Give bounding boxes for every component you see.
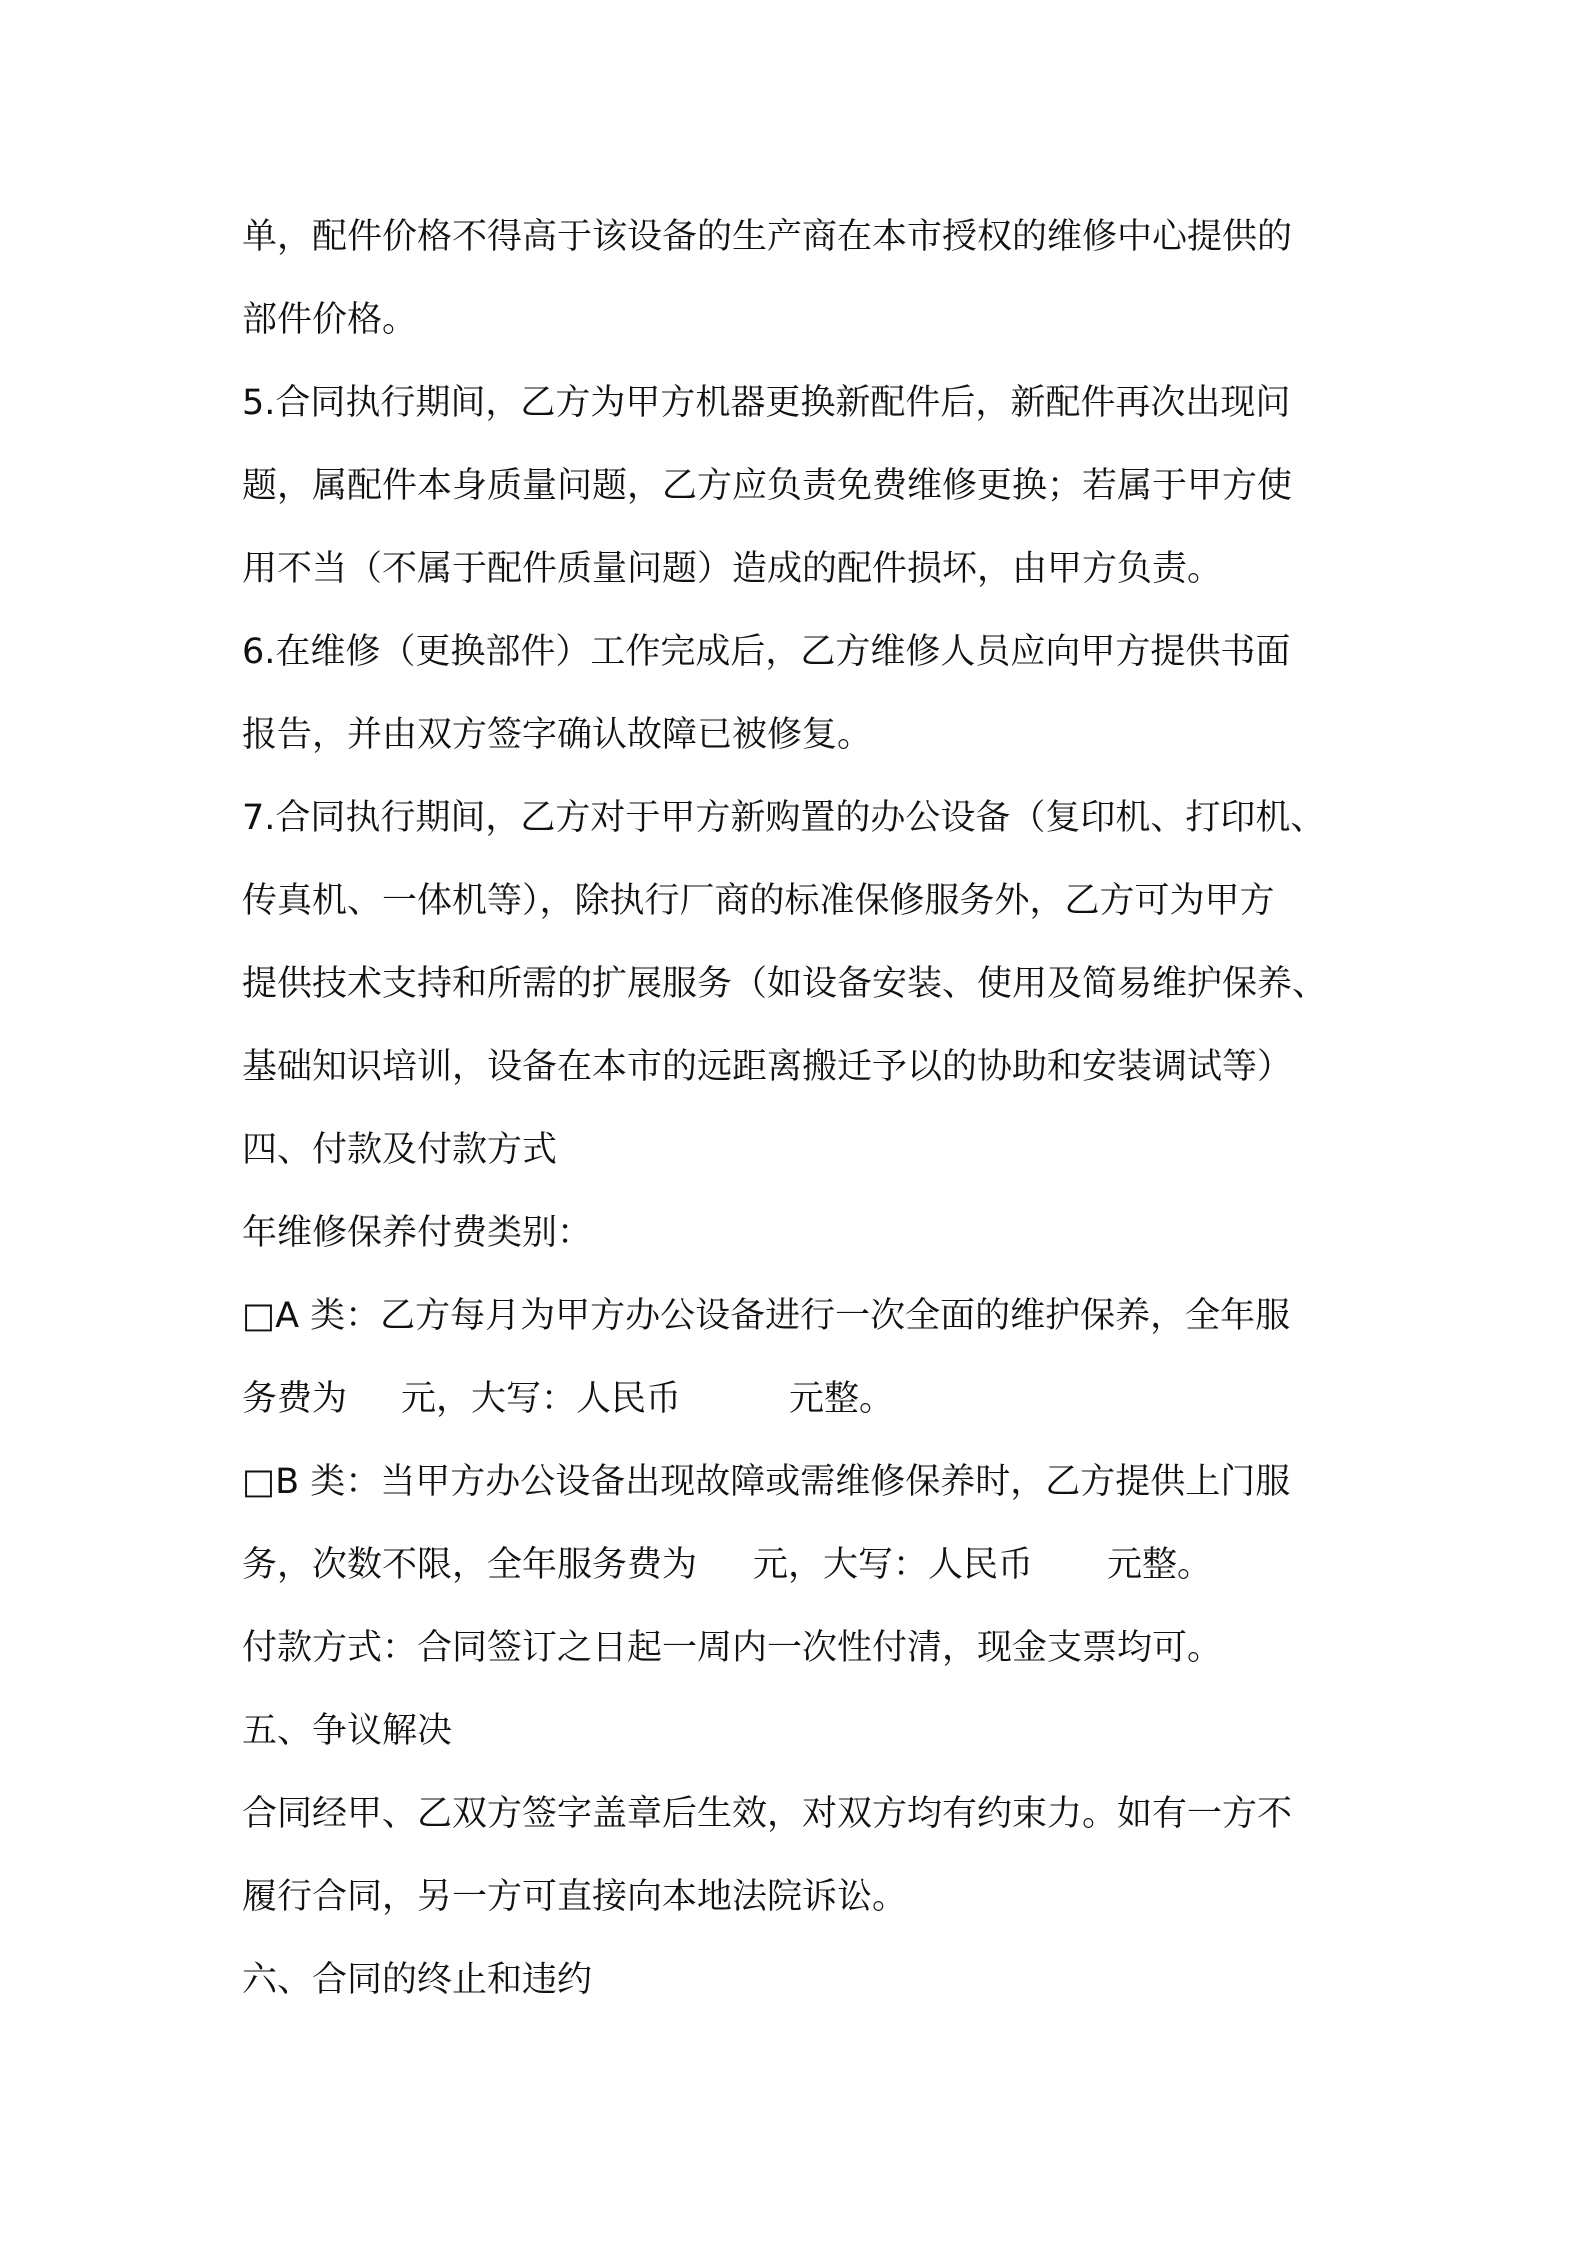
clause-7-line: 提供技术支持和所需的扩展服务（如设备安装、使用及简易维护保养、: [242, 964, 1328, 1004]
fee-b-text-3: 元整。: [1107, 1545, 1213, 1585]
clause-7-line: 传真机、一体机等），除执行厂商的标准保修服务外，乙方可为甲方: [242, 881, 1275, 921]
payment-method-line: 付款方式：合同签订之日起一周内一次性付清，现金支票均可。: [242, 1628, 1223, 1668]
fee-option-a-line: □A 类：乙方每月为甲方办公设备进行一次全面的维护保养，全年服: [242, 1296, 1291, 1336]
fee-option-b-line: □B 类：当甲方办公设备出现故障或需维修保养时，乙方提供上门服: [242, 1462, 1291, 1502]
fee-a-text-1: 务费为: [242, 1379, 348, 1419]
text-line: 部件价格。: [242, 300, 418, 340]
text-line: 单，配件价格不得高于该设备的生产商在本市授权的维修中心提供的: [242, 217, 1293, 257]
fee-b-text-2: 元，大写：人民币: [753, 1545, 1034, 1585]
section-6-heading: 六、合同的终止和违约: [242, 1960, 593, 2000]
fee-option-b-amount-line: [242, 1524, 1354, 1607]
clause-6-line: 报告，并由双方签字确认故障已被修复。: [242, 715, 873, 755]
fee-a-text-3: 元整。: [789, 1379, 895, 1419]
section-5-heading: 五、争议解决: [242, 1711, 453, 1751]
clause-5-line: 题，属配件本身质量问题，乙方应负责免费维修更换；若属于甲方使: [242, 466, 1293, 506]
clause-7-line: 基础知识培训，设备在本市的远距离搬迁予以的协助和安装调试等）: [242, 1047, 1293, 1087]
section-4-heading: 四、付款及付款方式: [242, 1130, 558, 1170]
section-5-line: 履行合同，另一方可直接向本地法院诉讼。: [242, 1877, 908, 1917]
fee-category-label: 年维修保养付费类别：: [242, 1213, 593, 1253]
clause-5-line: 5.合同执行期间，乙方为甲方机器更换新配件后，新配件再次出现问: [242, 383, 1291, 423]
fee-a-text-2: 元，大写：人民币: [401, 1379, 682, 1419]
clause-5-line: 用不当（不属于配件质量问题）造成的配件损坏，由甲方负责。: [242, 549, 1223, 589]
document-body: [242, 196, 1354, 2022]
clause-7-line: 7.合同执行期间，乙方对于甲方新购置的办公设备（复印机、打印机、: [242, 798, 1326, 838]
fee-b-text-1: 务，次数不限，全年服务费为: [242, 1545, 698, 1585]
fee-option-a-amount-line: [242, 1358, 1354, 1441]
clause-6-line: 6.在维修（更换部件）工作完成后，乙方维修人员应向甲方提供书面: [242, 632, 1291, 672]
section-5-line: 合同经甲、乙双方签字盖章后生效，对双方均有约束力。如有一方不: [242, 1794, 1293, 1834]
